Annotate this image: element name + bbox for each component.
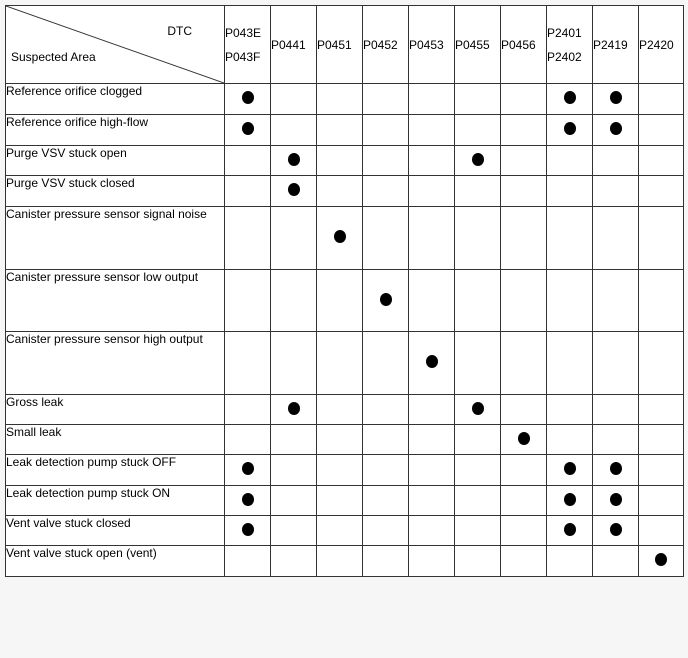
- table-cell: [363, 207, 409, 270]
- table-cell: [593, 516, 639, 546]
- table-cell: [409, 115, 455, 146]
- table-cell: [363, 146, 409, 176]
- table-cell: [593, 115, 639, 146]
- table-cell: [409, 395, 455, 425]
- table-cell: [455, 270, 501, 332]
- applicable-dot-icon: [288, 153, 300, 166]
- dtc-code-header: [593, 6, 639, 84]
- table-cell: [363, 516, 409, 546]
- dtc-code: P2402: [547, 49, 582, 64]
- table-cell: [639, 455, 684, 486]
- table-cell: [547, 395, 593, 425]
- suspected-area-row-label: Suspected Area: [11, 50, 96, 64]
- table-row: [6, 115, 684, 146]
- suspected-area-cell: Canister pressure sensor signal noise: [6, 207, 225, 270]
- table-cell: [225, 516, 271, 546]
- table-cell: [317, 425, 363, 455]
- table-cell: [409, 455, 455, 486]
- applicable-dot-icon: [655, 553, 667, 566]
- table-cell: [455, 146, 501, 176]
- table-cell: [639, 176, 684, 207]
- table-cell: [639, 115, 684, 146]
- table-cell: [363, 270, 409, 332]
- table-cell: [225, 115, 271, 146]
- table-cell: [639, 332, 684, 395]
- table-cell: [639, 84, 684, 115]
- table-row: [6, 176, 684, 207]
- dtc-code-header: [501, 6, 547, 84]
- table-row: [6, 546, 684, 577]
- dtc-code-header: [317, 6, 363, 84]
- table-cell: [363, 455, 409, 486]
- dtc-code-header: [225, 6, 271, 84]
- table-cell: [501, 146, 547, 176]
- header-row: [6, 6, 684, 84]
- diagonal-divider: [6, 6, 224, 83]
- table-cell: [639, 546, 684, 577]
- dtc-code: P043E: [225, 25, 262, 40]
- table-row: [6, 455, 684, 486]
- table-cell: [409, 486, 455, 516]
- table-cell: [317, 455, 363, 486]
- table-cell: [409, 516, 455, 546]
- suspected-area-cell: Reference orifice high-flow: [6, 115, 225, 146]
- table-cell: [225, 455, 271, 486]
- table-row: [6, 207, 684, 270]
- table-cell: [501, 207, 547, 270]
- table-cell: [593, 84, 639, 115]
- table-cell: [225, 546, 271, 577]
- applicable-dot-icon: [242, 523, 254, 536]
- table-cell: [317, 176, 363, 207]
- applicable-dot-icon: [564, 493, 576, 506]
- dtc-code-header: [271, 6, 317, 84]
- table-cell: [225, 176, 271, 207]
- applicable-dot-icon: [380, 293, 392, 306]
- table-cell: [455, 395, 501, 425]
- table-cell: [593, 546, 639, 577]
- table-row: [6, 486, 684, 516]
- table-cell: [455, 115, 501, 146]
- table-cell: [363, 395, 409, 425]
- table-cell: [363, 486, 409, 516]
- table-cell: [501, 84, 547, 115]
- table-cell: [363, 546, 409, 577]
- table-cell: [639, 425, 684, 455]
- table-row: [6, 516, 684, 546]
- dtc-code: P043F: [225, 49, 261, 64]
- table-cell: [501, 176, 547, 207]
- table-cell: [455, 84, 501, 115]
- table-cell: [593, 332, 639, 395]
- table-cell: [593, 207, 639, 270]
- dtc-code: P2420: [639, 37, 674, 52]
- table-cell: [271, 425, 317, 455]
- table-cell: [547, 115, 593, 146]
- dtc-code-header: [639, 6, 684, 84]
- suspected-area-cell: Leak detection pump stuck ON: [6, 486, 225, 516]
- table-cell: [271, 115, 317, 146]
- table-cell: [455, 332, 501, 395]
- table-row: [6, 146, 684, 176]
- dtc-column-label: DTC: [167, 24, 192, 38]
- suspected-area-cell: Vent valve stuck closed: [6, 516, 225, 546]
- applicable-dot-icon: [242, 462, 254, 475]
- dtc-code: P0455: [455, 37, 490, 52]
- applicable-dot-icon: [426, 355, 438, 368]
- table-cell: [409, 425, 455, 455]
- table-cell: [317, 146, 363, 176]
- table-cell: [271, 516, 317, 546]
- table-cell: [547, 84, 593, 115]
- applicable-dot-icon: [518, 432, 530, 445]
- suspected-area-cell: Canister pressure sensor low output: [6, 270, 225, 332]
- table-cell: [225, 395, 271, 425]
- suspected-area-cell: Small leak: [6, 425, 225, 455]
- table-cell: [409, 207, 455, 270]
- table-cell: [225, 146, 271, 176]
- table-cell: [455, 455, 501, 486]
- table-cell: [409, 332, 455, 395]
- dtc-code: P2419: [593, 37, 628, 52]
- dtc-code: P0451: [317, 37, 352, 52]
- table-cell: [501, 425, 547, 455]
- suspected-area-cell: Purge VSV stuck open: [6, 146, 225, 176]
- table-cell: [317, 332, 363, 395]
- table-cell: [271, 207, 317, 270]
- table-cell: [271, 395, 317, 425]
- dtc-code-header: [547, 6, 593, 84]
- table-cell: [225, 84, 271, 115]
- applicable-dot-icon: [610, 91, 622, 104]
- table-cell: [593, 270, 639, 332]
- applicable-dot-icon: [472, 402, 484, 415]
- table-cell: [501, 486, 547, 516]
- applicable-dot-icon: [564, 122, 576, 135]
- table-cell: [547, 455, 593, 486]
- applicable-dot-icon: [610, 493, 622, 506]
- applicable-dot-icon: [564, 462, 576, 475]
- table-cell: [409, 546, 455, 577]
- table-cell: [225, 207, 271, 270]
- table-cell: [639, 146, 684, 176]
- table-cell: [271, 270, 317, 332]
- table-cell: [225, 486, 271, 516]
- table-cell: [455, 207, 501, 270]
- suspected-area-cell: Canister pressure sensor high output: [6, 332, 225, 395]
- dtc-code: P0441: [271, 37, 306, 52]
- table-cell: [455, 176, 501, 207]
- table-cell: [501, 546, 547, 577]
- dtc-code: P0453: [409, 37, 444, 52]
- table-cell: [639, 270, 684, 332]
- table-cell: [317, 395, 363, 425]
- table-cell: [547, 176, 593, 207]
- table-cell: [363, 425, 409, 455]
- table-cell: [271, 486, 317, 516]
- dtc-code-header: [455, 6, 501, 84]
- table-cell: [317, 207, 363, 270]
- applicable-dot-icon: [242, 122, 254, 135]
- table-cell: [547, 332, 593, 395]
- table-cell: [317, 115, 363, 146]
- table-row: [6, 84, 684, 115]
- applicable-dot-icon: [242, 91, 254, 104]
- suspected-area-cell: Reference orifice clogged: [6, 84, 225, 115]
- table-cell: [501, 395, 547, 425]
- dtc-code: P0456: [501, 37, 536, 52]
- table-cell: [547, 546, 593, 577]
- corner-header-cell: [6, 6, 225, 84]
- table-cell: [547, 516, 593, 546]
- table-cell: [271, 332, 317, 395]
- table-cell: [363, 115, 409, 146]
- table-body: [6, 84, 684, 577]
- table-cell: [501, 516, 547, 546]
- table-cell: [317, 270, 363, 332]
- dtc-code: P0452: [363, 37, 398, 52]
- table-cell: [363, 332, 409, 395]
- table-cell: [317, 516, 363, 546]
- applicable-dot-icon: [288, 402, 300, 415]
- table-cell: [639, 207, 684, 270]
- table-cell: [455, 516, 501, 546]
- dtc-table: [5, 5, 684, 577]
- table-cell: [271, 176, 317, 207]
- table-cell: [593, 455, 639, 486]
- applicable-dot-icon: [472, 153, 484, 166]
- table-cell: [547, 270, 593, 332]
- table-cell: [225, 332, 271, 395]
- table-cell: [225, 425, 271, 455]
- table-cell: [501, 270, 547, 332]
- table-cell: [317, 486, 363, 516]
- table-cell: [271, 455, 317, 486]
- table-cell: [593, 176, 639, 207]
- applicable-dot-icon: [334, 230, 346, 243]
- table-cell: [639, 486, 684, 516]
- table-cell: [409, 84, 455, 115]
- table-row: [6, 395, 684, 425]
- table-cell: [547, 146, 593, 176]
- table-cell: [455, 486, 501, 516]
- table-row: [6, 332, 684, 395]
- table-cell: [317, 546, 363, 577]
- applicable-dot-icon: [564, 91, 576, 104]
- suspected-area-cell: Gross leak: [6, 395, 225, 425]
- table-cell: [547, 486, 593, 516]
- suspected-area-cell: Vent valve stuck open (vent): [6, 546, 225, 577]
- table-cell: [547, 425, 593, 455]
- suspected-area-cell: Purge VSV stuck closed: [6, 176, 225, 207]
- applicable-dot-icon: [564, 523, 576, 536]
- suspected-area-cell: Leak detection pump stuck OFF: [6, 455, 225, 486]
- table-cell: [409, 146, 455, 176]
- applicable-dot-icon: [610, 462, 622, 475]
- table-cell: [271, 84, 317, 115]
- dtc-code: P2401: [547, 25, 582, 40]
- table-cell: [593, 486, 639, 516]
- table-cell: [363, 176, 409, 207]
- table-cell: [271, 146, 317, 176]
- applicable-dot-icon: [610, 523, 622, 536]
- table-row: [6, 270, 684, 332]
- table-cell: [271, 546, 317, 577]
- table-cell: [593, 425, 639, 455]
- table-cell: [363, 84, 409, 115]
- table-cell: [409, 270, 455, 332]
- table-cell: [455, 546, 501, 577]
- table-cell: [317, 84, 363, 115]
- table-row: [6, 425, 684, 455]
- table-cell: [225, 270, 271, 332]
- table-cell: [593, 395, 639, 425]
- table-cell: [593, 146, 639, 176]
- table-cell: [409, 176, 455, 207]
- applicable-dot-icon: [610, 122, 622, 135]
- applicable-dot-icon: [242, 493, 254, 506]
- table-cell: [501, 332, 547, 395]
- table-cell: [501, 115, 547, 146]
- table-cell: [455, 425, 501, 455]
- table-cell: [547, 207, 593, 270]
- table-cell: [501, 455, 547, 486]
- dtc-code-header: [363, 6, 409, 84]
- table-cell: [639, 395, 684, 425]
- dtc-code-header: [409, 6, 455, 84]
- table-cell: [639, 516, 684, 546]
- applicable-dot-icon: [288, 183, 300, 196]
